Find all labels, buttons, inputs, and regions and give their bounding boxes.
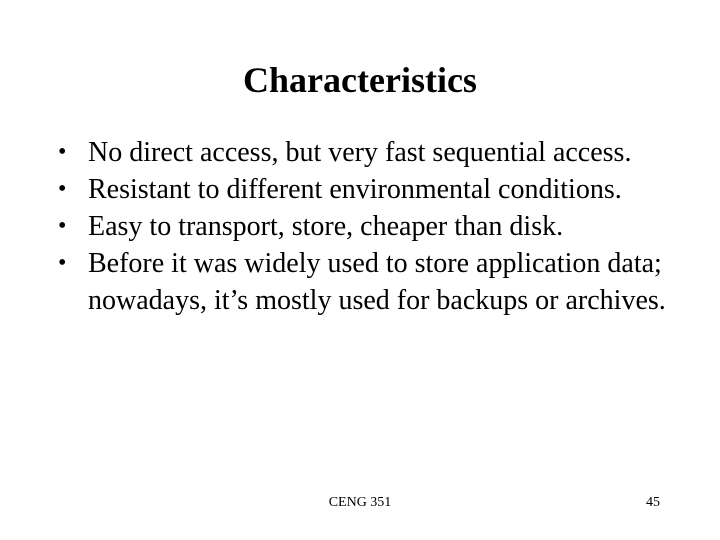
bullet-marker: • [58,139,67,165]
bullet-list [56,134,676,319]
bullet-item [56,171,676,208]
bullet-item [56,245,676,319]
bullet-text: No direct access, but very fast sequential access. [88,137,632,168]
bullet-marker: • [58,250,67,276]
bullet-text: Resistant to different environmental conditions. [88,174,622,205]
footer-course-label: CENG 351 [328,495,392,510]
bullet-marker: • [58,213,67,239]
slide-number: 45 [646,495,660,510]
slide-title: Characteristics [243,60,477,100]
bullet-item [56,134,676,171]
bullet-marker: • [58,176,67,202]
bullet-text: Before it was widely used to store application data; nowadays, it’s mostly used for backups or archives. [88,248,666,316]
bullet-text: Easy to transport, store, cheaper than disk. [88,211,564,242]
bullet-item [56,208,676,245]
